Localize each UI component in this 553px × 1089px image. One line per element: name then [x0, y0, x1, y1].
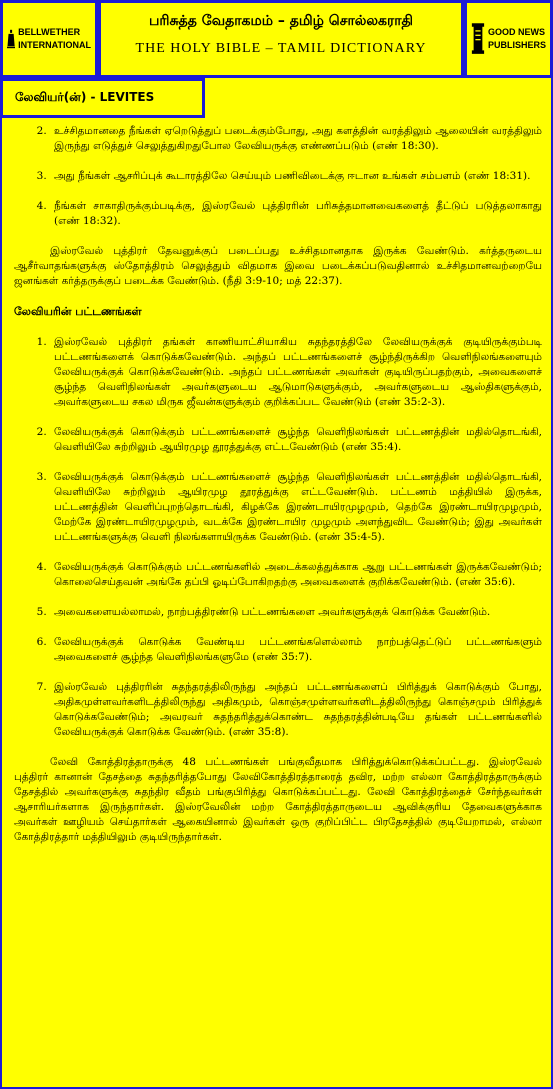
bell-icon — [7, 19, 15, 59]
list-item-text: லேவியருக்குக் கொடுக்கும் பட்டணங்களைச் சூழ்ந்த வெளிநிலங்கள் பட்டணத்தின் மதில்தொடங்கி, வெளியிலே சுற்றிலும் ஆயிரமுழ தூரத்துக்கு எட்டவேண்டும் (எண் 35:4). — [54, 426, 542, 453]
good-news-logo — [464, 0, 553, 78]
offering-list — [14, 124, 542, 229]
list-item — [50, 560, 542, 590]
scroll-icon — [471, 19, 485, 59]
list-item-text: இஸ்ரவேல் புத்திரர் தங்கள் காணியாட்சியாகிய சுதந்தரத்திலே லேவியருக்குக் குடியிருக்கும்படி பட்டணங்களைக் கொடுக்கவேண்டும். அந்தப் பட்டணங்களைச் சூழ்ந்திருக்கிற வெளிநிலங்களையும் லேவியருக்குக் கொடுக்கவேண்டும். அந்தப் பட்டணங்கள் அவர்கள் குடியிருப்பதற்கும், அவைகளைச் சூழ்ந்த வெளிநிலங்கள் அவர்களுடைய ஆடுமாடுகளுக்கும், அவர்களுடைய ஆஸ்திகளுக்கும், அவர்களுடைய சகல மிருக ஜீவன்களுக்கும் குறிக்கப்பட வேண்டும் (எண் 35:2-3). — [54, 336, 542, 408]
left-logo-line-2: INTERNATIONAL — [18, 40, 91, 50]
list-item — [50, 335, 542, 410]
bellwether-logo — [0, 0, 98, 78]
subheading: லேவியரின் பட்டணங்கள் — [14, 305, 142, 318]
list-item — [50, 169, 542, 184]
list-item — [50, 124, 542, 154]
list-item-text: உச்சிதமானதை நீங்கள் ஏறெடுத்துப் படைக்கும்போது, அது களத்தின் வரத்திலும் ஆலையின் வரத்திலும் இருந்து எடுத்துச் செலுத்துகிறதுபோல லேவியருக்கு எண்ணப்படும் (எண் 18:30). — [54, 125, 542, 152]
list-item — [50, 470, 542, 545]
list-item-text: லேவியருக்குக் கொடுக்கும் பட்டணங்களில் அடைக்கலத்துக்காக ஆறு பட்டணங்கள் இருக்கவேண்டும்; கொலைசெய்தவன் அங்கே தப்பி ஓடிப்போகிறதற்கு அவைகளைக் குறிக்கவேண்டும். (எண் 35:6). — [54, 561, 542, 588]
list-item-text: இஸ்ரவேல் புத்திரரின் சுதந்தரத்திலிருந்து அந்தப் பட்டணங்களைப் பிரித்துக் கொடுக்கும் போது, அதிகமுள்ளவர்களிடத்திலிருந்து அதிகமும், கொஞ்சமுள்ளவர்களிடத்திலிருந்து கொஞ்சமும் பிரித்துக் கொடுக்கவேண்டும்; அவரவர் சுதந்தரித்துக்கொண்ட சுதந்தரத்தின்படியே தங்கள் பட்டணங்களில் லேவியருக்குக் கொடுக்க வேண்டும். (எண் 35:8). — [54, 681, 542, 738]
paragraph: லேவி கோத்திரத்தாருக்கு 48 பட்டணங்கள் பங்குவீதமாக பிரித்துக்கொடுக்கப்பட்டது. இஸ்ரவேல் புத்திரர் கானான் தேசத்தை சுதந்தரித்தபோது லேவிகோத்திரத்தாரைத் தவிர, மற்ற எல்லா கோத்திரத்தாருக்கும் தேசத்தில் அவர்களுக்கு சுதந்திர வீதம் பங்குபிரித்து கொடுக்கப்பட்டது. லேவி கோத்திரத்தைச் சேர்ந்தவர்கள் ஆசாரியர்களாக இருந்தார்கள். இஸ்ரவேலின் மற்ற கோத்திரத்தாருடைய ஆவிக்குரிய தேவைகளுக்காக அவர்கள் ஊழியம் செய்தார்கள் ஆகையினால் இவர்கள் ஒரு குறிப்பிட்ட பிரதேசத்தில் குடியேறாமல், எல்லா கோத்திரத்தார் மத்தியிலும் குடியிருந்தார்கள். — [14, 756, 542, 843]
title-tamil: பரிசுத்த வேதாகமம் – தமிழ் சொல்லகராதி — [149, 13, 413, 29]
paragraph: இஸ்ரவேல் புத்திரர் தேவனுக்குப் படைப்பது உச்சிதமானதாக இருக்க வேண்டும். கர்த்தருடைய ஆசீர்வாதங்களுக்கு ஸ்தோத்திரம் செலுத்தும் விதமாக இவை படைக்கப்படுவதினால் உச்சிதமானவற்றையே ஜனங்கள் கர்த்தருக்குப் படைக்க வேண்டும். (நீதி 3:9-10; மத் 22:37). — [14, 245, 542, 287]
content-body — [14, 124, 542, 860]
list-item-text: அவைகளையல்லாமல், நாற்பத்திரண்டு பட்டணங்களை அவர்களுக்குக் கொடுக்க வேண்டும். — [54, 606, 491, 618]
right-logo-line-1: GOOD NEWS — [487, 27, 545, 37]
list-item-text: லேவியருக்குக் கொடுக்கும் பட்டணங்களைச் சூழ்ந்த வெளிநிலங்கள் பட்டணத்தின் மதில்தொடங்கி, வெளியிலே சுற்றிலும் ஆயிரமுழ தூரத்துக்கு எட்டவேண்டும். பட்டணம் மத்தியில் இருக்க, பட்டணத்தின் வெளிப்புறந்தொடங்கி, கிழக்கே இரண்டாயிரமுழமும், தெற்கே இரண்டாயிரமுழமும், மேற்கே இரண்டாயிரமுழமும், வடக்கே இரண்டாயிர முழமும் அளந்துவிட வேண்டும்; இது அவர்கள் பட்டணங்களுக்கு வெளி நிலங்களாயிருக்க வேண்டும். (எண் 35:4-5). — [54, 471, 542, 543]
list-item — [50, 425, 542, 455]
list-item — [50, 605, 542, 620]
cities-list — [14, 335, 542, 740]
list-item-text: லேவியருக்குக் கொடுக்க வேண்டிய பட்டணங்களெல்லாம் நாற்பத்தெட்டுப் பட்டணங்களும் அவைகளைச் சூழ்ந்த வெளிநிலங்களுமே (எண் 35:7). — [54, 636, 542, 663]
list-item — [50, 199, 542, 229]
section-tab — [0, 78, 205, 118]
title-box — [98, 0, 464, 78]
list-item-text: நீங்கள் சாகாதிருக்கும்படிக்கு, இஸ்ரவேல் புத்திரரின் பரிசுத்தமானவைகளைத் தீட்டுப் படுத்தலாகாது (எண் 18:32). — [54, 200, 542, 227]
list-item — [50, 635, 542, 665]
right-logo-line-2: PUBLISHERS — [487, 40, 546, 50]
section-title: லேவியர்(ன்) - LEVITES — [15, 90, 155, 104]
list-item — [50, 680, 542, 740]
title-english: THE HOLY BIBLE – TAMIL DICTIONARY — [135, 41, 427, 56]
left-logo-line-1: BELLWETHER — [18, 27, 81, 37]
list-item-text: அது நீங்கள் ஆசரிப்புக் கூடாரத்திலே செய்யும் பணிவிடைக்கு ஈடான உங்கள் சம்பளம் (எண் 18:31). — [54, 170, 531, 182]
